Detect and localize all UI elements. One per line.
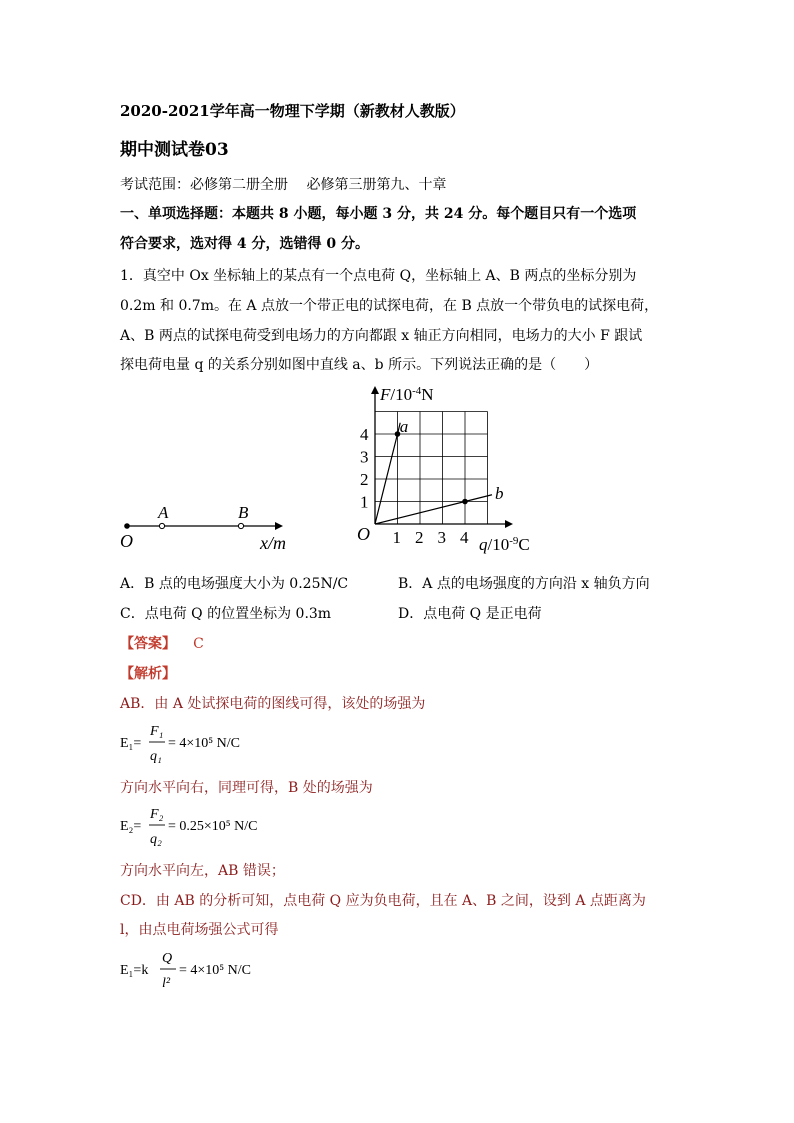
option-d: D．点电荷 Q 是正电荷 bbox=[398, 606, 542, 622]
series-label-a: a bbox=[399, 416, 409, 436]
chart-y-axis-arrow bbox=[371, 386, 379, 394]
y-tick-label: 4 bbox=[360, 425, 369, 444]
x-tick-label: 1 bbox=[392, 528, 401, 547]
x-tick-label: 4 bbox=[460, 528, 469, 547]
series-point-b bbox=[462, 499, 468, 505]
section-heading-line2: 符合要求，选对得 4 分，选错得 0 分。 bbox=[120, 236, 369, 252]
question-line2: 0.2m 和 0.7m。在 A 点放一个带正电的试探电荷，在 B 点放一个带负电的试探电荷， bbox=[120, 298, 659, 314]
f-q-chart bbox=[345, 378, 565, 558]
point-a bbox=[159, 523, 164, 528]
point-a-label: A bbox=[158, 503, 169, 522]
page-title: 2020-2021学年高一物理下学期（新教材人教版） bbox=[120, 102, 465, 120]
origin-label: O bbox=[120, 531, 133, 551]
chart-x-label: $q/10^{-9}C$ bbox=[479, 535, 530, 554]
formula3-num: Q bbox=[162, 951, 173, 966]
exam-scope: 考试范围：必修第二册全册 必修第三册第九、十章 bbox=[120, 177, 447, 193]
question-line1: 1．真空中 Ox 坐标轴上的某点有一个点电荷 Q，坐标轴上 A、B 两点的坐标分别为 bbox=[120, 268, 637, 284]
option-a: A．B 点的电场强度大小为 0.25N/C bbox=[120, 576, 349, 592]
formula1-rhs: = 4×10⁵ N/C bbox=[168, 736, 241, 751]
x-axis-arrow bbox=[275, 522, 283, 530]
series-line-b bbox=[375, 495, 492, 524]
formula2-num: F₂ bbox=[150, 807, 164, 822]
point-b bbox=[238, 523, 243, 528]
axis-label: x/m bbox=[260, 533, 286, 553]
formula1-lhs: E₁= bbox=[120, 736, 142, 751]
section-heading-line1: 一、单项选择题：本题共 8 小题，每小题 3 分，共 24 分。每个题目只有一个选项 bbox=[120, 206, 637, 222]
formula2-den: q₂ bbox=[150, 832, 162, 847]
formula-e1 bbox=[120, 718, 340, 768]
option-c: C．点电荷 Q 的位置坐标为 0.3m bbox=[120, 606, 332, 622]
analysis-line5: l，由点电荷场强公式可得 bbox=[120, 922, 279, 938]
x-tick-label: 3 bbox=[437, 528, 446, 547]
formula1-num: F₁ bbox=[150, 724, 164, 739]
formula2-rhs: = 0.25×10⁵ N/C bbox=[168, 819, 258, 834]
x-tick-label: 2 bbox=[415, 528, 424, 547]
formula3-rhs: = 4×10⁵ N/C bbox=[179, 963, 252, 978]
page-subtitle: 期中测试卷03 bbox=[120, 140, 229, 160]
formula2-lhs: E₂= bbox=[120, 819, 142, 834]
origin-point bbox=[124, 523, 130, 529]
formula-e2 bbox=[120, 801, 340, 851]
answer-label: 【答案】 bbox=[120, 636, 176, 652]
analysis-line4: CD．由 AB 的分析可知，点电荷 Q 应为负电荷，且在 A、B 之间，设到 A 点距离为 bbox=[120, 893, 646, 909]
chart-origin-label: O bbox=[357, 524, 370, 544]
point-b-label: B bbox=[238, 503, 249, 522]
formula1-den: q₁ bbox=[150, 749, 162, 764]
analysis-label: 【解析】 bbox=[120, 666, 176, 682]
formula3-lhs: E₁=k bbox=[120, 963, 149, 978]
analysis-line1: AB．由 A 处试探电荷的图线可得，该处的场强为 bbox=[120, 696, 426, 712]
chart-y-label: $F/10^{-4}N$ bbox=[380, 385, 434, 404]
question-line4: 探电荷电量 q 的关系分别如图中直线 a、b 所示。下列说法正确的是（ ） bbox=[120, 357, 599, 373]
formula3-den: l² bbox=[162, 976, 171, 991]
y-tick-label: 1 bbox=[360, 492, 369, 512]
series-label-b: b bbox=[495, 483, 504, 503]
analysis-line3: 方向水平向左，AB 错误； bbox=[120, 863, 285, 879]
y-tick-label: 2 bbox=[360, 470, 369, 489]
analysis-line2: 方向水平向右，同理可得，B 处的场强为 bbox=[120, 780, 373, 796]
answer-value: C bbox=[193, 636, 204, 652]
option-b: B．A 点的电场强度的方向沿 x 轴负方向 bbox=[398, 576, 650, 592]
formula-e1-coulomb bbox=[120, 945, 340, 995]
y-tick-label: 3 bbox=[360, 447, 369, 467]
x-axis-figure bbox=[115, 495, 315, 555]
answer-row bbox=[120, 633, 204, 653]
question-line3: A、B 两点的试探电荷受到电场力的方向都跟 x 轴正方向相同，电场力的大小 F 跟试 bbox=[120, 328, 643, 344]
chart-grid bbox=[375, 412, 488, 525]
series-line-a bbox=[375, 423, 400, 524]
chart-x-axis-arrow bbox=[505, 520, 513, 528]
